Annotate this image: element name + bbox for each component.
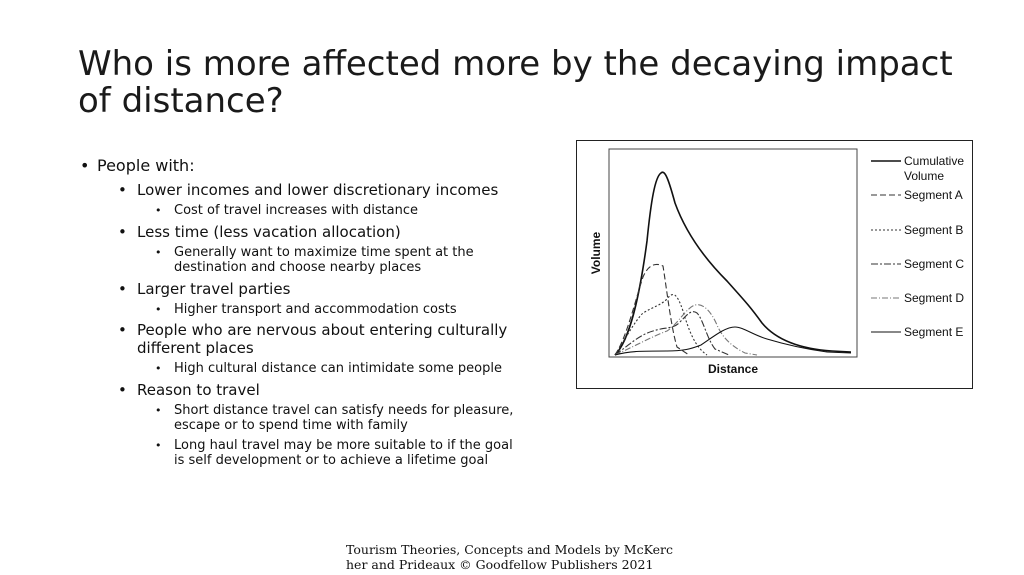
bullet-nervous: • People who are nervous about entering culturally different places [118, 321, 508, 357]
bullet-reason-sub-2: • Long haul travel may be more suitable to if the goal is self development or to achieve a lifetime goal [155, 437, 513, 468]
legend-label-segment-b: Segment B [904, 223, 964, 237]
curve-segment-e [615, 327, 851, 355]
bullet-reason: • Reason to travel [118, 380, 260, 399]
distance-decay-figure [576, 140, 973, 389]
bullet-reason-sub-1: • Short distance travel can satisfy needs for pleasure, escape or to spend time with family [155, 402, 514, 433]
bullet-nervous-sub: • High cultural distance can intimidate some people [155, 361, 502, 376]
curve-segment-b [615, 295, 707, 355]
bullet-people-with: • People with: [80, 156, 195, 175]
legend-label-segment-a: Segment A [904, 188, 963, 202]
bullet-parties-sub: • Higher transport and accommodation costs [155, 301, 457, 317]
slide-footer: Tourism Theories, Concepts and Models by McKercher and Prideaux © Goodfellow Publishers 2021 [346, 542, 673, 572]
bullet-time-sub: • Generally want to maximize time spent at the destination and choose nearby places [155, 244, 474, 275]
plot-frame [609, 149, 857, 357]
bullet-list [80, 156, 520, 473]
bullet-income-sub: • Cost of travel increases with distance [155, 203, 419, 218]
legend-label-cumulative-line2: Volume [904, 169, 945, 183]
bullet-income: • Lower incomes and lower discretionary incomes [118, 181, 499, 199]
slide-title: Who is more affected more by the decaying impact of distance? [78, 44, 953, 121]
x-axis-label: Distance [707, 362, 759, 376]
curve-segment-d [615, 305, 757, 355]
bullet-time: • Less time (less vacation allocation) [118, 222, 401, 241]
chart-legend [871, 154, 964, 339]
legend-label-segment-d: Segment D [904, 291, 965, 305]
legend-label-segment-c: Segment C [904, 257, 965, 271]
legend-label-cumulative-line1: Cumulative [904, 154, 965, 168]
curve-segment-a [615, 264, 689, 355]
y-axis-label: Volume [589, 231, 603, 275]
bullet-parties: • Larger travel parties [118, 279, 291, 298]
legend-label-segment-e: Segment E [904, 325, 964, 339]
